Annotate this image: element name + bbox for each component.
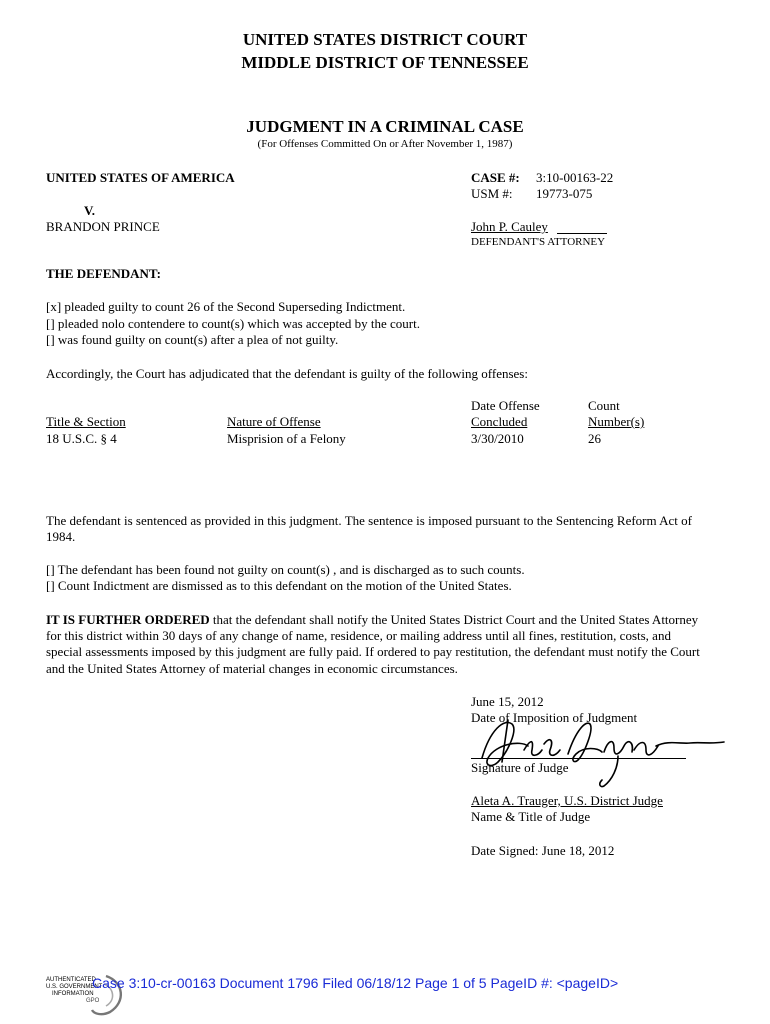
- versus-label: V.: [84, 203, 95, 218]
- usm-number: 19773-075: [536, 186, 593, 201]
- case-number-label: CASE #:: [471, 170, 520, 185]
- header-date-offense: Date Offense: [471, 398, 540, 413]
- filing-footer: Case 3:10-cr-00163 Document 1796 Filed 06/18/12 Page 1 of 5 PageID #: <pageID>: [92, 975, 619, 991]
- signature-label: Signature of Judge: [471, 760, 569, 775]
- sentence-line1: The defendant is sentenced as provided in this judgment. The sentence is imposed pursuant to the Sentencing Reform Act of: [46, 513, 692, 528]
- defendant-heading: THE DEFENDANT:: [46, 266, 161, 281]
- further-ordered-line2: for this district within 30 days of any change of name, residence, or mailing address until all fines, restitution, costs, and: [46, 628, 671, 643]
- judge-name-title: Aleta A. Trauger, U.S. District Judge: [471, 793, 663, 808]
- plaintiff-name: UNITED STATES OF AMERICA: [46, 170, 235, 185]
- stamp-line3: INFORMATION: [52, 991, 94, 997]
- further-ordered-lead: IT IS FURTHER ORDERED: [46, 612, 210, 627]
- row-date: 3/30/2010: [471, 431, 524, 446]
- name-title-label: Name & Title of Judge: [471, 809, 591, 824]
- row-title-section: 18 U.S.C. § 4: [46, 431, 117, 446]
- further-ordered-line4: and the United States Attorney of material changes in economic circumstances.: [46, 661, 458, 676]
- case-number: 3:10-00163-22: [536, 170, 614, 185]
- header-count-numbers: Number(s): [588, 414, 645, 429]
- defense-attorney-label: DEFENDANT'S ATTORNEY: [471, 236, 606, 248]
- row-count: 26: [588, 431, 601, 446]
- adjudication-text: Accordingly, the Court has adjudicated that the defendant is guilty of the following offenses:: [46, 366, 528, 381]
- stamp-line4: GPO: [86, 998, 100, 1004]
- defendant-name: BRANDON PRINCE: [46, 219, 160, 234]
- header-title-section: Title & Section: [46, 414, 126, 429]
- defense-attorney-name: John P. Cauley: [471, 219, 548, 234]
- plea-nolo-line: [] pleaded nolo contendere to count(s) which was accepted by the court.: [46, 316, 420, 331]
- imposition-label: Date of Imposition of Judgment: [471, 710, 638, 725]
- stamp-line2: U.S. GOVERNMENT: [46, 984, 103, 990]
- header-concluded: Concluded: [471, 414, 528, 429]
- imposition-date: June 15, 2012: [471, 694, 544, 709]
- court-name-line1: UNITED STATES DISTRICT COURT: [242, 30, 528, 49]
- not-guilty-line: [] The defendant has been found not guilty on count(s) , and is discharged as to such counts.: [46, 562, 525, 577]
- court-name-line2: MIDDLE DISTRICT OF TENNESSEE: [241, 53, 529, 72]
- attorney-underline: [557, 233, 607, 234]
- dismissed-line: [] Count Indictment are dismissed as to this defendant on the motion of the United States.: [46, 578, 512, 593]
- sentence-line2: 1984.: [46, 529, 76, 544]
- document-subtitle: (For Offenses Committed On or After November 1, 1987): [257, 138, 513, 150]
- usm-number-label: USM #:: [471, 186, 513, 201]
- header-count: Count: [588, 398, 620, 413]
- document-title: JUDGMENT IN A CRIMINAL CASE: [246, 117, 524, 136]
- plea-guilty-line: [x] pleaded guilty to count 26 of the Second Superseding Indictment.: [46, 299, 406, 314]
- stamp-line1: AUTHENTICATED: [46, 977, 96, 983]
- further-ordered-line3: special assessments imposed by this judgment are fully paid. If ordered to pay restitution, the defendant must notify the Court: [46, 644, 700, 659]
- row-nature: Misprision of a Felony: [227, 431, 346, 446]
- header-nature-offense: Nature of Offense: [227, 414, 321, 429]
- further-ordered-line1: [46, 612, 698, 628]
- date-signed: Date Signed: June 18, 2012: [471, 843, 615, 858]
- further-ordered-line1-rest: that the defendant shall notify the United States District Court and the United States Attorney: [209, 612, 699, 627]
- judge-signature-graphic: [468, 710, 730, 792]
- found-guilty-line: [] was found guilty on count(s) after a plea of not guilty.: [46, 332, 339, 347]
